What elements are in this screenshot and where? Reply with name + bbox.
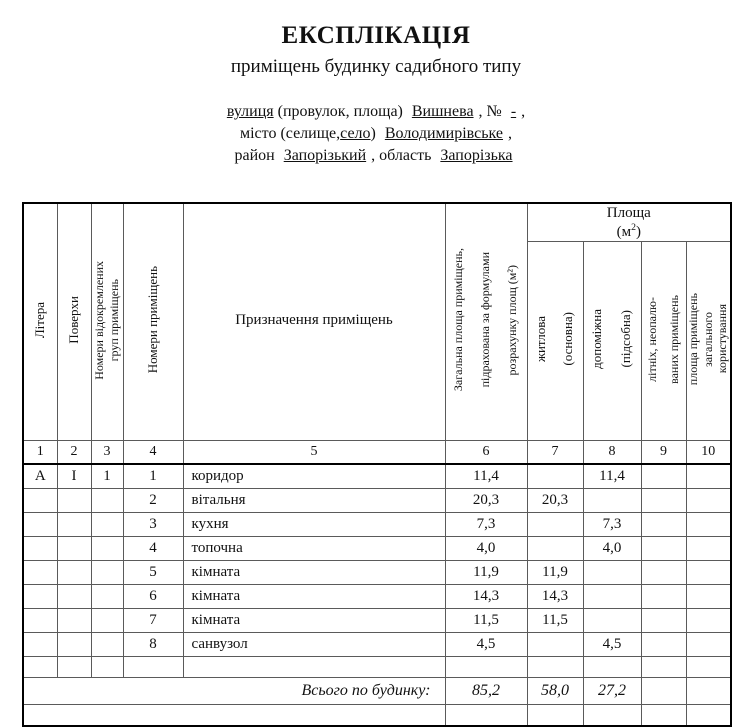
- district-comma: ,: [371, 146, 376, 164]
- cell-nomer: 8: [123, 633, 183, 657]
- cell-nomer: 5: [123, 561, 183, 585]
- header-ploshcha-units: $(м^2)$: [616, 222, 641, 240]
- colnum-3: 3: [91, 441, 123, 465]
- header-cell-dopomizhna: [583, 242, 641, 441]
- cell-pryznachennia: кімната: [183, 585, 445, 609]
- total-litnih: [641, 678, 686, 705]
- cell-grupa: [91, 609, 123, 633]
- cell-litnih: [641, 513, 686, 537]
- header-poverkhy-label: Поверхи: [65, 296, 81, 344]
- cell-litera: [23, 489, 57, 513]
- address-block: [0, 101, 752, 166]
- cell-zagalna: 11,5: [445, 609, 527, 633]
- cell-zagalnogo: [686, 609, 731, 633]
- header-zagalnogo-line2: загального: [700, 311, 715, 367]
- address-city-line: [0, 123, 752, 145]
- header-cell-litnih: [641, 242, 686, 441]
- street-value: Вишнева: [411, 103, 474, 121]
- district-label: район: [234, 146, 275, 164]
- cell-poverkh: [57, 633, 91, 657]
- cell-nomer: 7: [123, 609, 183, 633]
- cell-zagalnogo: [686, 537, 731, 561]
- cell-nomer: 1: [123, 464, 183, 489]
- cell-zagalna: 7,3: [445, 513, 527, 537]
- table-row: [23, 561, 731, 585]
- cell-pryznachennia: топочна: [183, 537, 445, 561]
- blank-cell: [91, 657, 123, 678]
- colnum-4: 4: [123, 441, 183, 465]
- number-comma: ,: [521, 103, 526, 121]
- city-label: місто: [239, 124, 277, 142]
- total-zagalnogo: [686, 678, 731, 705]
- blank-cell: [527, 705, 583, 727]
- blank-cell: [641, 705, 686, 727]
- cell-litera: [23, 513, 57, 537]
- cell-poverkh: [57, 537, 91, 561]
- cell-litera: [23, 585, 57, 609]
- blank-cell: [583, 657, 641, 678]
- table-total-row: [23, 678, 731, 705]
- header-zagalnogo-line1: площа приміщень: [686, 292, 701, 386]
- table-header-row-main: [23, 203, 731, 242]
- header-nomery-label: Номери приміщень: [144, 266, 160, 374]
- table-row: [23, 489, 731, 513]
- cell-nomer: 2: [123, 489, 183, 513]
- house-number-label: №: [486, 103, 502, 121]
- header-cell-pryznachennia: [183, 203, 445, 441]
- cell-pryznachennia: кімната: [183, 561, 445, 585]
- cell-poverkh: [57, 513, 91, 537]
- cell-zagalnogo: [686, 513, 731, 537]
- cell-zhytlova: [527, 464, 583, 489]
- blank-cell: [583, 705, 641, 727]
- header-dopomizhna-line2: (підсобна): [617, 310, 633, 368]
- address-district-line: [0, 145, 752, 167]
- cell-poverkh: [57, 561, 91, 585]
- blank-cell: [23, 657, 57, 678]
- header-pryznachennia-label: Призначення приміщень: [235, 312, 393, 328]
- cell-zagalnogo: [686, 489, 731, 513]
- cell-grupa: [91, 633, 123, 657]
- cell-zagalna: 14,3: [445, 585, 527, 609]
- document-title: ЕКСПЛІКАЦІЯ: [281, 22, 471, 49]
- header-cell-zagalna-ploshcha: [445, 203, 527, 441]
- cell-dopomizhna: [583, 561, 641, 585]
- header-cell-grupy-nomery: [91, 203, 123, 441]
- cell-dopomizhna: [583, 609, 641, 633]
- colnum-1: 1: [23, 441, 57, 465]
- total-dopomizhna: 27,2: [583, 678, 641, 705]
- header-grupy-line1: Номери відокремлених: [91, 260, 106, 380]
- house-number-value: -: [510, 103, 517, 121]
- page-title: [0, 22, 752, 77]
- colnum-5: 5: [183, 441, 445, 465]
- address-street-line: [0, 101, 752, 123]
- cell-nomer: 6: [123, 585, 183, 609]
- city-paren-close: ): [370, 124, 376, 142]
- header-cell-ploshcha-group: [527, 203, 731, 242]
- colnum-9: 9: [641, 441, 686, 465]
- street-label: вулиця: [226, 103, 274, 121]
- table-row: [23, 633, 731, 657]
- city-value: Володимирівське: [384, 124, 504, 142]
- cell-zhytlova: 11,9: [527, 561, 583, 585]
- cell-zagalnogo: [686, 561, 731, 585]
- cell-litnih: [641, 561, 686, 585]
- table-row: [23, 585, 731, 609]
- cell-dopomizhna: [583, 489, 641, 513]
- cell-litnih: [641, 489, 686, 513]
- city-type-selo: село: [340, 124, 371, 142]
- header-cell-nomery-prymishchen: [123, 203, 183, 441]
- cell-dopomizhna: [583, 585, 641, 609]
- header-cell-litera: [23, 203, 57, 441]
- cell-zagalna: 11,9: [445, 561, 527, 585]
- cell-poverkh: [57, 585, 91, 609]
- cell-grupa: [91, 561, 123, 585]
- explication-table: [22, 202, 732, 727]
- cell-litnih: [641, 585, 686, 609]
- header-cell-zagalnogo-korystuvannia: [686, 242, 731, 441]
- cell-pryznachennia: кухня: [183, 513, 445, 537]
- table-bottom-blank-row: [23, 705, 731, 727]
- cell-zhytlova: [527, 513, 583, 537]
- header-cell-poverkhy: [57, 203, 91, 441]
- colnum-10: 10: [686, 441, 731, 465]
- cell-nomer: 3: [123, 513, 183, 537]
- blank-cell: [641, 657, 686, 678]
- cell-dopomizhna: 4,5: [583, 633, 641, 657]
- colnum-2: 2: [57, 441, 91, 465]
- cell-grupa: 1: [91, 464, 123, 489]
- cell-pryznachennia: кімната: [183, 609, 445, 633]
- document-subtitle: приміщень будинку садибного типу: [230, 55, 522, 77]
- cell-litnih: [641, 633, 686, 657]
- colnum-8: 8: [583, 441, 641, 465]
- cell-zagalna: 20,3: [445, 489, 527, 513]
- street-paren: (провулок, площа): [277, 103, 403, 121]
- cell-zhytlova: 11,5: [527, 609, 583, 633]
- blank-cell: [57, 657, 91, 678]
- cell-zagalna: 4,0: [445, 537, 527, 561]
- header-cell-zhytlova: [527, 242, 583, 441]
- city-paren-open: (селище,: [280, 124, 341, 142]
- header-dopomizhna-line1: допоміжна: [589, 309, 605, 369]
- cell-zhytlova: [527, 537, 583, 561]
- blank-cell: [686, 657, 731, 678]
- region-value: Запорізька: [440, 146, 513, 164]
- cell-grupa: [91, 585, 123, 609]
- cell-grupa: [91, 513, 123, 537]
- cell-poverkh: I: [57, 464, 91, 489]
- table-row: [23, 609, 731, 633]
- total-zhytlova: 58,0: [527, 678, 583, 705]
- explication-table-wrapper: [22, 202, 730, 727]
- header-ploshcha-label: Площа: [606, 205, 651, 221]
- cell-litera: А: [23, 464, 57, 489]
- header-zagalnogo-line3: користування: [715, 304, 730, 374]
- header-grupy-line2: груп приміщень: [107, 278, 122, 362]
- cell-zhytlova: 20,3: [527, 489, 583, 513]
- city-comma: ,: [508, 124, 513, 142]
- blank-cell: [686, 705, 731, 727]
- colnum-7: 7: [527, 441, 583, 465]
- cell-zagalnogo: [686, 585, 731, 609]
- cell-zagalnogo: [686, 633, 731, 657]
- header-litnih-line1: літніх, неопалю-: [644, 296, 659, 382]
- blank-cell: [527, 657, 583, 678]
- cell-grupa: [91, 489, 123, 513]
- cell-zhytlova: 14,3: [527, 585, 583, 609]
- blank-cell: [445, 657, 527, 678]
- cell-pryznachennia: вітальня: [183, 489, 445, 513]
- header-zhytlova-line1: житлова: [532, 315, 548, 363]
- cell-zhytlova: [527, 633, 583, 657]
- blank-cell: [123, 657, 183, 678]
- cell-nomer: 4: [123, 537, 183, 561]
- cell-litnih: [641, 464, 686, 489]
- total-label: Всього по будинку:: [23, 678, 445, 705]
- table-row: [23, 464, 731, 489]
- cell-dopomizhna: 11,4: [583, 464, 641, 489]
- blank-cell: [23, 705, 445, 727]
- cell-zagalna: 4,5: [445, 633, 527, 657]
- cell-poverkh: [57, 489, 91, 513]
- cell-litera: [23, 609, 57, 633]
- cell-dopomizhna: 7,3: [583, 513, 641, 537]
- district-value: Запорізький: [283, 146, 367, 164]
- cell-pryznachennia: коридор: [183, 464, 445, 489]
- header-zagalna-line2: підрахована за формулами: [478, 252, 493, 388]
- region-label: область: [379, 146, 432, 164]
- table-row: [23, 537, 731, 561]
- cell-litera: [23, 561, 57, 585]
- cell-grupa: [91, 537, 123, 561]
- cell-litera: [23, 537, 57, 561]
- table-blank-row: [23, 657, 731, 678]
- header-litera-label: Літера: [31, 301, 47, 339]
- blank-cell: [445, 705, 527, 727]
- header-litnih-line2: ваних приміщень: [666, 294, 681, 384]
- street-comma: ,: [478, 103, 483, 121]
- table-row: [23, 513, 731, 537]
- colnum-6: 6: [445, 441, 527, 465]
- cell-litnih: [641, 537, 686, 561]
- cell-poverkh: [57, 609, 91, 633]
- cell-pryznachennia: санвузол: [183, 633, 445, 657]
- header-zagalna-line3: розрахунку площ (м²): [505, 264, 520, 376]
- cell-zagalna: 11,4: [445, 464, 527, 489]
- header-zagalna-line1: Загальна площа приміщень,: [451, 248, 466, 392]
- blank-cell: [183, 657, 445, 678]
- table-column-number-row: [23, 441, 731, 465]
- cell-litera: [23, 633, 57, 657]
- cell-litnih: [641, 609, 686, 633]
- header-zhytlova-line2: (основна): [560, 312, 576, 366]
- cell-dopomizhna: 4,0: [583, 537, 641, 561]
- total-zagalna: 85,2: [445, 678, 527, 705]
- cell-zagalnogo: [686, 464, 731, 489]
